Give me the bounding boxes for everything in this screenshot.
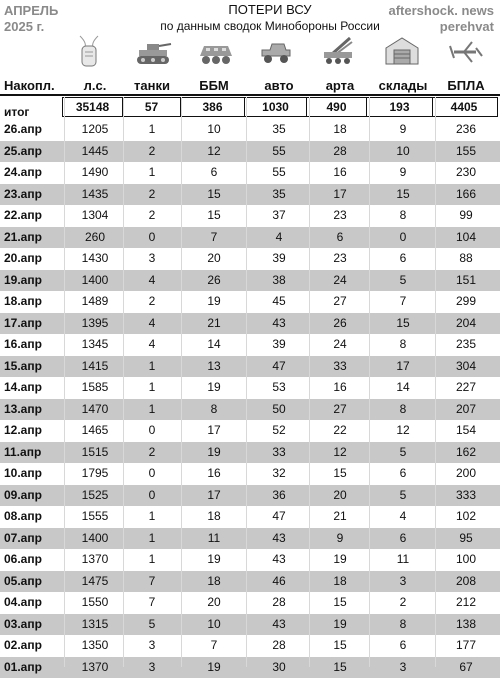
cell-ls: 260: [66, 227, 124, 249]
totals-label: итог: [4, 105, 29, 119]
cell-ls: 1475: [66, 571, 124, 593]
column-divider: [64, 97, 65, 667]
cell-sklady: 8: [370, 205, 436, 227]
cell-auto: 35: [248, 184, 310, 206]
table-row: [0, 270, 500, 292]
total-arta: 490: [307, 98, 367, 116]
cell-auto: 43: [248, 614, 310, 636]
cell-tanks: 3: [124, 635, 180, 657]
table-row: [0, 291, 500, 313]
data-table: [0, 119, 500, 678]
cell-sklady: 0: [370, 227, 436, 249]
cell-auto: 35: [248, 119, 310, 141]
cell-sklady: 9: [370, 119, 436, 141]
cell-bbm: 26: [182, 270, 246, 292]
cell-bbm: 10: [182, 614, 246, 636]
cell-tanks: 1: [124, 162, 180, 184]
cell-sklady: 8: [370, 334, 436, 356]
cell-tanks: 1: [124, 506, 180, 528]
cell-sklady: 6: [370, 248, 436, 270]
cell-auto: 28: [248, 635, 310, 657]
cell-tanks: 1: [124, 356, 180, 378]
cell-arta: 15: [310, 635, 370, 657]
cell-bbm: 20: [182, 248, 246, 270]
header-sklady: склады: [370, 78, 436, 93]
cell-ls: 1430: [66, 248, 124, 270]
cell-bpla: 236: [436, 119, 496, 141]
cell-arta: 6: [310, 227, 370, 249]
table-row: [0, 119, 500, 141]
source-label: [389, 3, 495, 35]
cell-bbm: 19: [182, 549, 246, 571]
cell-auto: 52: [248, 420, 310, 442]
month-label: [4, 3, 58, 35]
table-row: [0, 356, 500, 378]
cell-auto: 43: [248, 549, 310, 571]
cell-auto: 47: [248, 356, 310, 378]
cell-sklady: 9: [370, 162, 436, 184]
source-1: aftershock. news: [389, 3, 495, 19]
cell-ls: 1350: [66, 635, 124, 657]
cell-sklady: 2: [370, 592, 436, 614]
cell-tanks: 0: [124, 463, 180, 485]
cell-bpla: 212: [436, 592, 496, 614]
cell-bbm: 13: [182, 356, 246, 378]
source-2: perehvat: [389, 19, 495, 35]
cell-bbm: 14: [182, 334, 246, 356]
cell-ls: 1465: [66, 420, 124, 442]
cell-sklady: 11: [370, 549, 436, 571]
cell-sklady: 4: [370, 506, 436, 528]
row-date: 09.апр: [4, 485, 64, 507]
cell-arta: 17: [310, 184, 370, 206]
cell-tanks: 1: [124, 528, 180, 550]
header-bbm: ББМ: [182, 78, 246, 93]
cell-bbm: 6: [182, 162, 246, 184]
title: ПОТЕРИ ВСУ: [120, 2, 420, 18]
cell-tanks: 3: [124, 248, 180, 270]
cell-bpla: 100: [436, 549, 496, 571]
row-date: 15.апр: [4, 356, 64, 378]
table-row: [0, 205, 500, 227]
cell-ls: 1489: [66, 291, 124, 313]
header-auto: авто: [248, 78, 310, 93]
cell-arta: 22: [310, 420, 370, 442]
cell-bpla: 151: [436, 270, 496, 292]
cell-tanks: 1: [124, 399, 180, 421]
cell-auto: 33: [248, 442, 310, 464]
cell-bpla: 333: [436, 485, 496, 507]
table-row: [0, 592, 500, 614]
cell-tanks: 2: [124, 141, 180, 163]
cell-bbm: 19: [182, 377, 246, 399]
cell-arta: 9: [310, 528, 370, 550]
total-bpla: 4405: [433, 98, 495, 116]
cell-bpla: 95: [436, 528, 496, 550]
year: 2025 г.: [4, 19, 58, 35]
cell-ls: 1470: [66, 399, 124, 421]
cell-arta: 33: [310, 356, 370, 378]
cell-bpla: 67: [436, 657, 496, 678]
cell-tanks: 5: [124, 614, 180, 636]
cell-ls: 1445: [66, 141, 124, 163]
column-divider: [246, 97, 247, 667]
table-row: [0, 485, 500, 507]
cell-bbm: 19: [182, 291, 246, 313]
tank-icon: [133, 34, 173, 68]
cell-tanks: 4: [124, 313, 180, 335]
cell-bbm: 8: [182, 399, 246, 421]
row-date: 05.апр: [4, 571, 64, 593]
cell-sklady: 15: [370, 313, 436, 335]
header-tanks: танки: [124, 78, 180, 93]
cell-tanks: 4: [124, 334, 180, 356]
row-date: 17.апр: [4, 313, 64, 335]
cell-bpla: 235: [436, 334, 496, 356]
cell-ls: 1370: [66, 657, 124, 678]
cell-sklady: 7: [370, 291, 436, 313]
cell-tanks: 2: [124, 291, 180, 313]
cell-bbm: 19: [182, 657, 246, 678]
cell-auto: 32: [248, 463, 310, 485]
table-row: [0, 334, 500, 356]
cell-bpla: 166: [436, 184, 496, 206]
cell-sklady: 5: [370, 442, 436, 464]
cell-ls: 1555: [66, 506, 124, 528]
row-date: 20.апр: [4, 248, 64, 270]
row-date: 11.апр: [4, 442, 64, 464]
cell-bbm: 17: [182, 485, 246, 507]
cell-tanks: 4: [124, 270, 180, 292]
cell-arta: 18: [310, 119, 370, 141]
cell-tanks: 7: [124, 592, 180, 614]
cell-bpla: 99: [436, 205, 496, 227]
cell-auto: 55: [248, 141, 310, 163]
cell-ls: 1400: [66, 270, 124, 292]
cell-arta: 15: [310, 592, 370, 614]
column-divider: [309, 97, 310, 667]
column-divider: [435, 97, 436, 667]
cell-bpla: 102: [436, 506, 496, 528]
cell-auto: 55: [248, 162, 310, 184]
table-row: [0, 506, 500, 528]
total-sklady: 193: [367, 98, 433, 116]
row-date: 01.апр: [4, 657, 64, 678]
row-date: 10.апр: [4, 463, 64, 485]
cell-ls: 1304: [66, 205, 124, 227]
table-row: [0, 313, 500, 335]
cell-auto: 28: [248, 592, 310, 614]
cell-arta: 24: [310, 270, 370, 292]
table-row: [0, 635, 500, 657]
cell-auto: 36: [248, 485, 310, 507]
cell-bpla: 104: [436, 227, 496, 249]
header: [0, 0, 500, 70]
cell-arta: 27: [310, 291, 370, 313]
drone-icon: [446, 34, 486, 68]
row-date: 14.апр: [4, 377, 64, 399]
cell-bpla: 304: [436, 356, 496, 378]
cell-auto: 4: [248, 227, 310, 249]
cell-auto: 38: [248, 270, 310, 292]
header-arta: арта: [310, 78, 370, 93]
cell-sklady: 5: [370, 270, 436, 292]
column-divider: [369, 97, 370, 667]
cell-sklady: 6: [370, 528, 436, 550]
cell-arta: 21: [310, 506, 370, 528]
row-date: 08.апр: [4, 506, 64, 528]
cell-auto: 39: [248, 248, 310, 270]
table-row: [0, 614, 500, 636]
cell-ls: 1525: [66, 485, 124, 507]
cell-sklady: 5: [370, 485, 436, 507]
cell-arta: 18: [310, 571, 370, 593]
cell-arta: 23: [310, 248, 370, 270]
row-date: 04.апр: [4, 592, 64, 614]
cell-bpla: 138: [436, 614, 496, 636]
row-date: 18.апр: [4, 291, 64, 313]
cell-auto: 39: [248, 334, 310, 356]
header-ls: л.с.: [66, 78, 124, 93]
dog-tag-icon: [70, 34, 110, 68]
cell-sklady: 8: [370, 614, 436, 636]
cell-ls: 1490: [66, 162, 124, 184]
table-row: [0, 227, 500, 249]
cell-auto: 43: [248, 313, 310, 335]
cell-bbm: 11: [182, 528, 246, 550]
cell-bbm: 10: [182, 119, 246, 141]
row-date: 16.апр: [4, 334, 64, 356]
cell-ls: 1345: [66, 334, 124, 356]
cell-bbm: 12: [182, 141, 246, 163]
cell-tanks: 2: [124, 184, 180, 206]
cell-bpla: 204: [436, 313, 496, 335]
total-ls: 35148: [63, 98, 123, 116]
cell-auto: 47: [248, 506, 310, 528]
cell-auto: 45: [248, 291, 310, 313]
cell-bpla: 227: [436, 377, 496, 399]
cell-sklady: 12: [370, 420, 436, 442]
table-row: [0, 657, 500, 678]
row-date: 22.апр: [4, 205, 64, 227]
cell-arta: 19: [310, 614, 370, 636]
cell-bpla: 299: [436, 291, 496, 313]
cell-auto: 46: [248, 571, 310, 593]
cell-arta: 20: [310, 485, 370, 507]
cell-ls: 1415: [66, 356, 124, 378]
cell-ls: 1435: [66, 184, 124, 206]
row-date: 12.апр: [4, 420, 64, 442]
page-title: [120, 2, 420, 34]
table-row: [0, 141, 500, 163]
cell-ls: 1395: [66, 313, 124, 335]
row-date: 07.апр: [4, 528, 64, 550]
table-row: [0, 248, 500, 270]
table-row: [0, 463, 500, 485]
cell-sklady: 8: [370, 399, 436, 421]
cell-bpla: 200: [436, 463, 496, 485]
table-row: [0, 549, 500, 571]
column-divider: [123, 97, 124, 667]
cell-auto: 50: [248, 399, 310, 421]
cell-bbm: 15: [182, 205, 246, 227]
cell-tanks: 0: [124, 227, 180, 249]
cell-auto: 30: [248, 657, 310, 678]
cell-tanks: 0: [124, 420, 180, 442]
cell-tanks: 1: [124, 377, 180, 399]
cell-bpla: 88: [436, 248, 496, 270]
cell-ls: 1400: [66, 528, 124, 550]
cell-bbm: 7: [182, 227, 246, 249]
cell-sklady: 14: [370, 377, 436, 399]
cell-bpla: 177: [436, 635, 496, 657]
cell-arta: 24: [310, 334, 370, 356]
header-label: Накопл.: [4, 78, 64, 93]
cell-sklady: 10: [370, 141, 436, 163]
cell-bpla: 230: [436, 162, 496, 184]
total-bbm: 386: [181, 98, 245, 116]
cell-bbm: 18: [182, 506, 246, 528]
table-row: [0, 377, 500, 399]
row-date: 21.апр: [4, 227, 64, 249]
cell-arta: 27: [310, 399, 370, 421]
cell-bpla: 208: [436, 571, 496, 593]
cell-tanks: 7: [124, 571, 180, 593]
cell-tanks: 3: [124, 657, 180, 678]
cell-bbm: 7: [182, 635, 246, 657]
row-date: 13.апр: [4, 399, 64, 421]
warehouse-icon: [382, 34, 422, 68]
cell-ls: 1550: [66, 592, 124, 614]
cell-bpla: 154: [436, 420, 496, 442]
row-date: 03.апр: [4, 614, 64, 636]
cell-tanks: 1: [124, 119, 180, 141]
row-date: 19.апр: [4, 270, 64, 292]
table-row: [0, 528, 500, 550]
cell-bbm: 19: [182, 442, 246, 464]
cell-ls: 1515: [66, 442, 124, 464]
cell-tanks: 2: [124, 205, 180, 227]
cell-arta: 16: [310, 377, 370, 399]
cell-bbm: 16: [182, 463, 246, 485]
cell-sklady: 3: [370, 657, 436, 678]
row-date: 24.апр: [4, 162, 64, 184]
cell-bbm: 18: [182, 571, 246, 593]
cell-ls: 1315: [66, 614, 124, 636]
cell-bpla: 155: [436, 141, 496, 163]
armored-vehicle-icon: [196, 34, 236, 68]
cell-sklady: 6: [370, 635, 436, 657]
cell-arta: 23: [310, 205, 370, 227]
table-row: [0, 571, 500, 593]
row-date: 25.апр: [4, 141, 64, 163]
table-row: [0, 399, 500, 421]
column-divider: [181, 97, 182, 667]
cell-arta: 12: [310, 442, 370, 464]
jeep-icon: [256, 34, 296, 68]
cell-ls: 1585: [66, 377, 124, 399]
cell-auto: 43: [248, 528, 310, 550]
header-bpla: БПЛА: [436, 78, 496, 93]
cell-sklady: 15: [370, 184, 436, 206]
table-row: [0, 442, 500, 464]
table-row: [0, 162, 500, 184]
cell-tanks: 0: [124, 485, 180, 507]
cell-bpla: 162: [436, 442, 496, 464]
cell-arta: 16: [310, 162, 370, 184]
row-date: 23.апр: [4, 184, 64, 206]
row-date: 02.апр: [4, 635, 64, 657]
artillery-icon: [318, 34, 358, 68]
table-row: [0, 184, 500, 206]
cell-bbm: 20: [182, 592, 246, 614]
cell-bbm: 21: [182, 313, 246, 335]
cell-ls: 1795: [66, 463, 124, 485]
total-auto: 1030: [245, 98, 307, 116]
row-date: 26.апр: [4, 119, 64, 141]
cell-arta: 19: [310, 549, 370, 571]
cell-arta: 26: [310, 313, 370, 335]
cell-bbm: 17: [182, 420, 246, 442]
row-date: 06.апр: [4, 549, 64, 571]
table-row: [0, 420, 500, 442]
totals-row: [62, 97, 498, 117]
subtitle: по данным сводок Минобороны России: [120, 18, 420, 34]
month-name: АПРЕЛЬ: [4, 3, 58, 19]
cell-ls: 1370: [66, 549, 124, 571]
cell-ls: 1205: [66, 119, 124, 141]
cell-sklady: 6: [370, 463, 436, 485]
cell-sklady: 17: [370, 356, 436, 378]
header-divider: [0, 94, 500, 96]
cell-arta: 15: [310, 657, 370, 678]
cell-auto: 53: [248, 377, 310, 399]
cell-bbm: 15: [182, 184, 246, 206]
cell-tanks: 2: [124, 442, 180, 464]
cell-bpla: 207: [436, 399, 496, 421]
cell-auto: 37: [248, 205, 310, 227]
cell-arta: 15: [310, 463, 370, 485]
cell-sklady: 3: [370, 571, 436, 593]
cell-arta: 28: [310, 141, 370, 163]
total-tanks: 57: [123, 98, 181, 116]
cell-tanks: 1: [124, 549, 180, 571]
